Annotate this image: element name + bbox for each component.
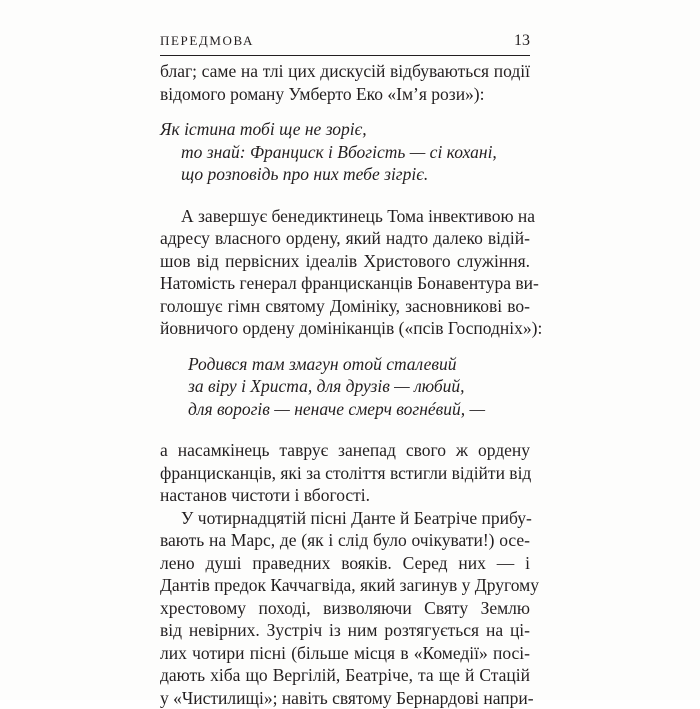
text-line: лено душі праведних вояків. Серед них — і [160, 552, 530, 575]
verse-line: для ворогів — неначе смерч вогнéвий, — [160, 398, 530, 421]
text-line: у «Чистилищі»; навіть святому Бернардові напри- [160, 687, 530, 709]
text-line: вають на Марс, де (як і слід було очікувати!) осе- [160, 529, 530, 552]
text-line: А завершує бенедиктинець Тома інвективою на [160, 205, 530, 228]
verse-quote-1 [160, 118, 530, 186]
text-line: францисканців, які за століття встигли відійти від [160, 462, 530, 485]
text-line: шов від первісних ідеалів Христового служіння. [160, 250, 530, 273]
page-number: 13 [514, 32, 530, 50]
page-header [160, 32, 530, 54]
text-line: відомого роману Умберто Еко «Ім’я рози»): [160, 83, 530, 106]
paragraph-4 [160, 507, 530, 709]
verse-quote-2 [160, 353, 530, 421]
verse-line: Як істина тобі ще не зоріє, [160, 118, 530, 141]
text-line: Дантів предок Каччагвіда, який загинув у Другому [160, 574, 530, 597]
header-rule [160, 55, 530, 56]
verse-line: Родився там змагун отой сталевий [160, 353, 530, 376]
text-line: адресу власного ордену, який надто далеко відій- [160, 227, 530, 250]
text-line: а насамкінець таврує занепад свого ж ордену [160, 439, 530, 462]
verse-line: то знай: Франциск і Вбогість — сі кохані, [160, 141, 530, 164]
running-head: ПЕРЕДМОВА [160, 33, 254, 49]
paragraph-3 [160, 439, 530, 507]
text-line: настанов чистоти і вбогості. [160, 484, 530, 507]
text-line: хрестовому поході, визволяючи Святу Землю [160, 597, 530, 620]
paragraph-1 [160, 60, 530, 105]
text-line: лих чотири пісні (більше місця в «Комедії» посі- [160, 642, 530, 665]
paragraph-2 [160, 205, 530, 340]
text-line: Натомість генерал францисканців Бонавентура ви- [160, 272, 530, 295]
text-line: У чотирнадцятій пісні Данте й Беатріче прибу- [160, 507, 530, 530]
text-line: голошує гімн святому Домініку, засновникові во- [160, 295, 530, 318]
text-line: від невірних. Зустріч із ним розтягується на ці- [160, 619, 530, 642]
verse-line: що розповідь про них тебе зігріє. [160, 163, 530, 186]
body-text [160, 60, 530, 709]
text-line: йовничого ордену домініканців («псів Господніх»): [160, 317, 530, 340]
text-line: благ; саме на тлі цих дискусій відбуваються події [160, 60, 530, 83]
verse-line: за віру і Христа, для друзів — любий, [160, 375, 530, 398]
text-line: дають хіба що Вергілій, Беатріче, та ще й Стацій [160, 664, 530, 687]
